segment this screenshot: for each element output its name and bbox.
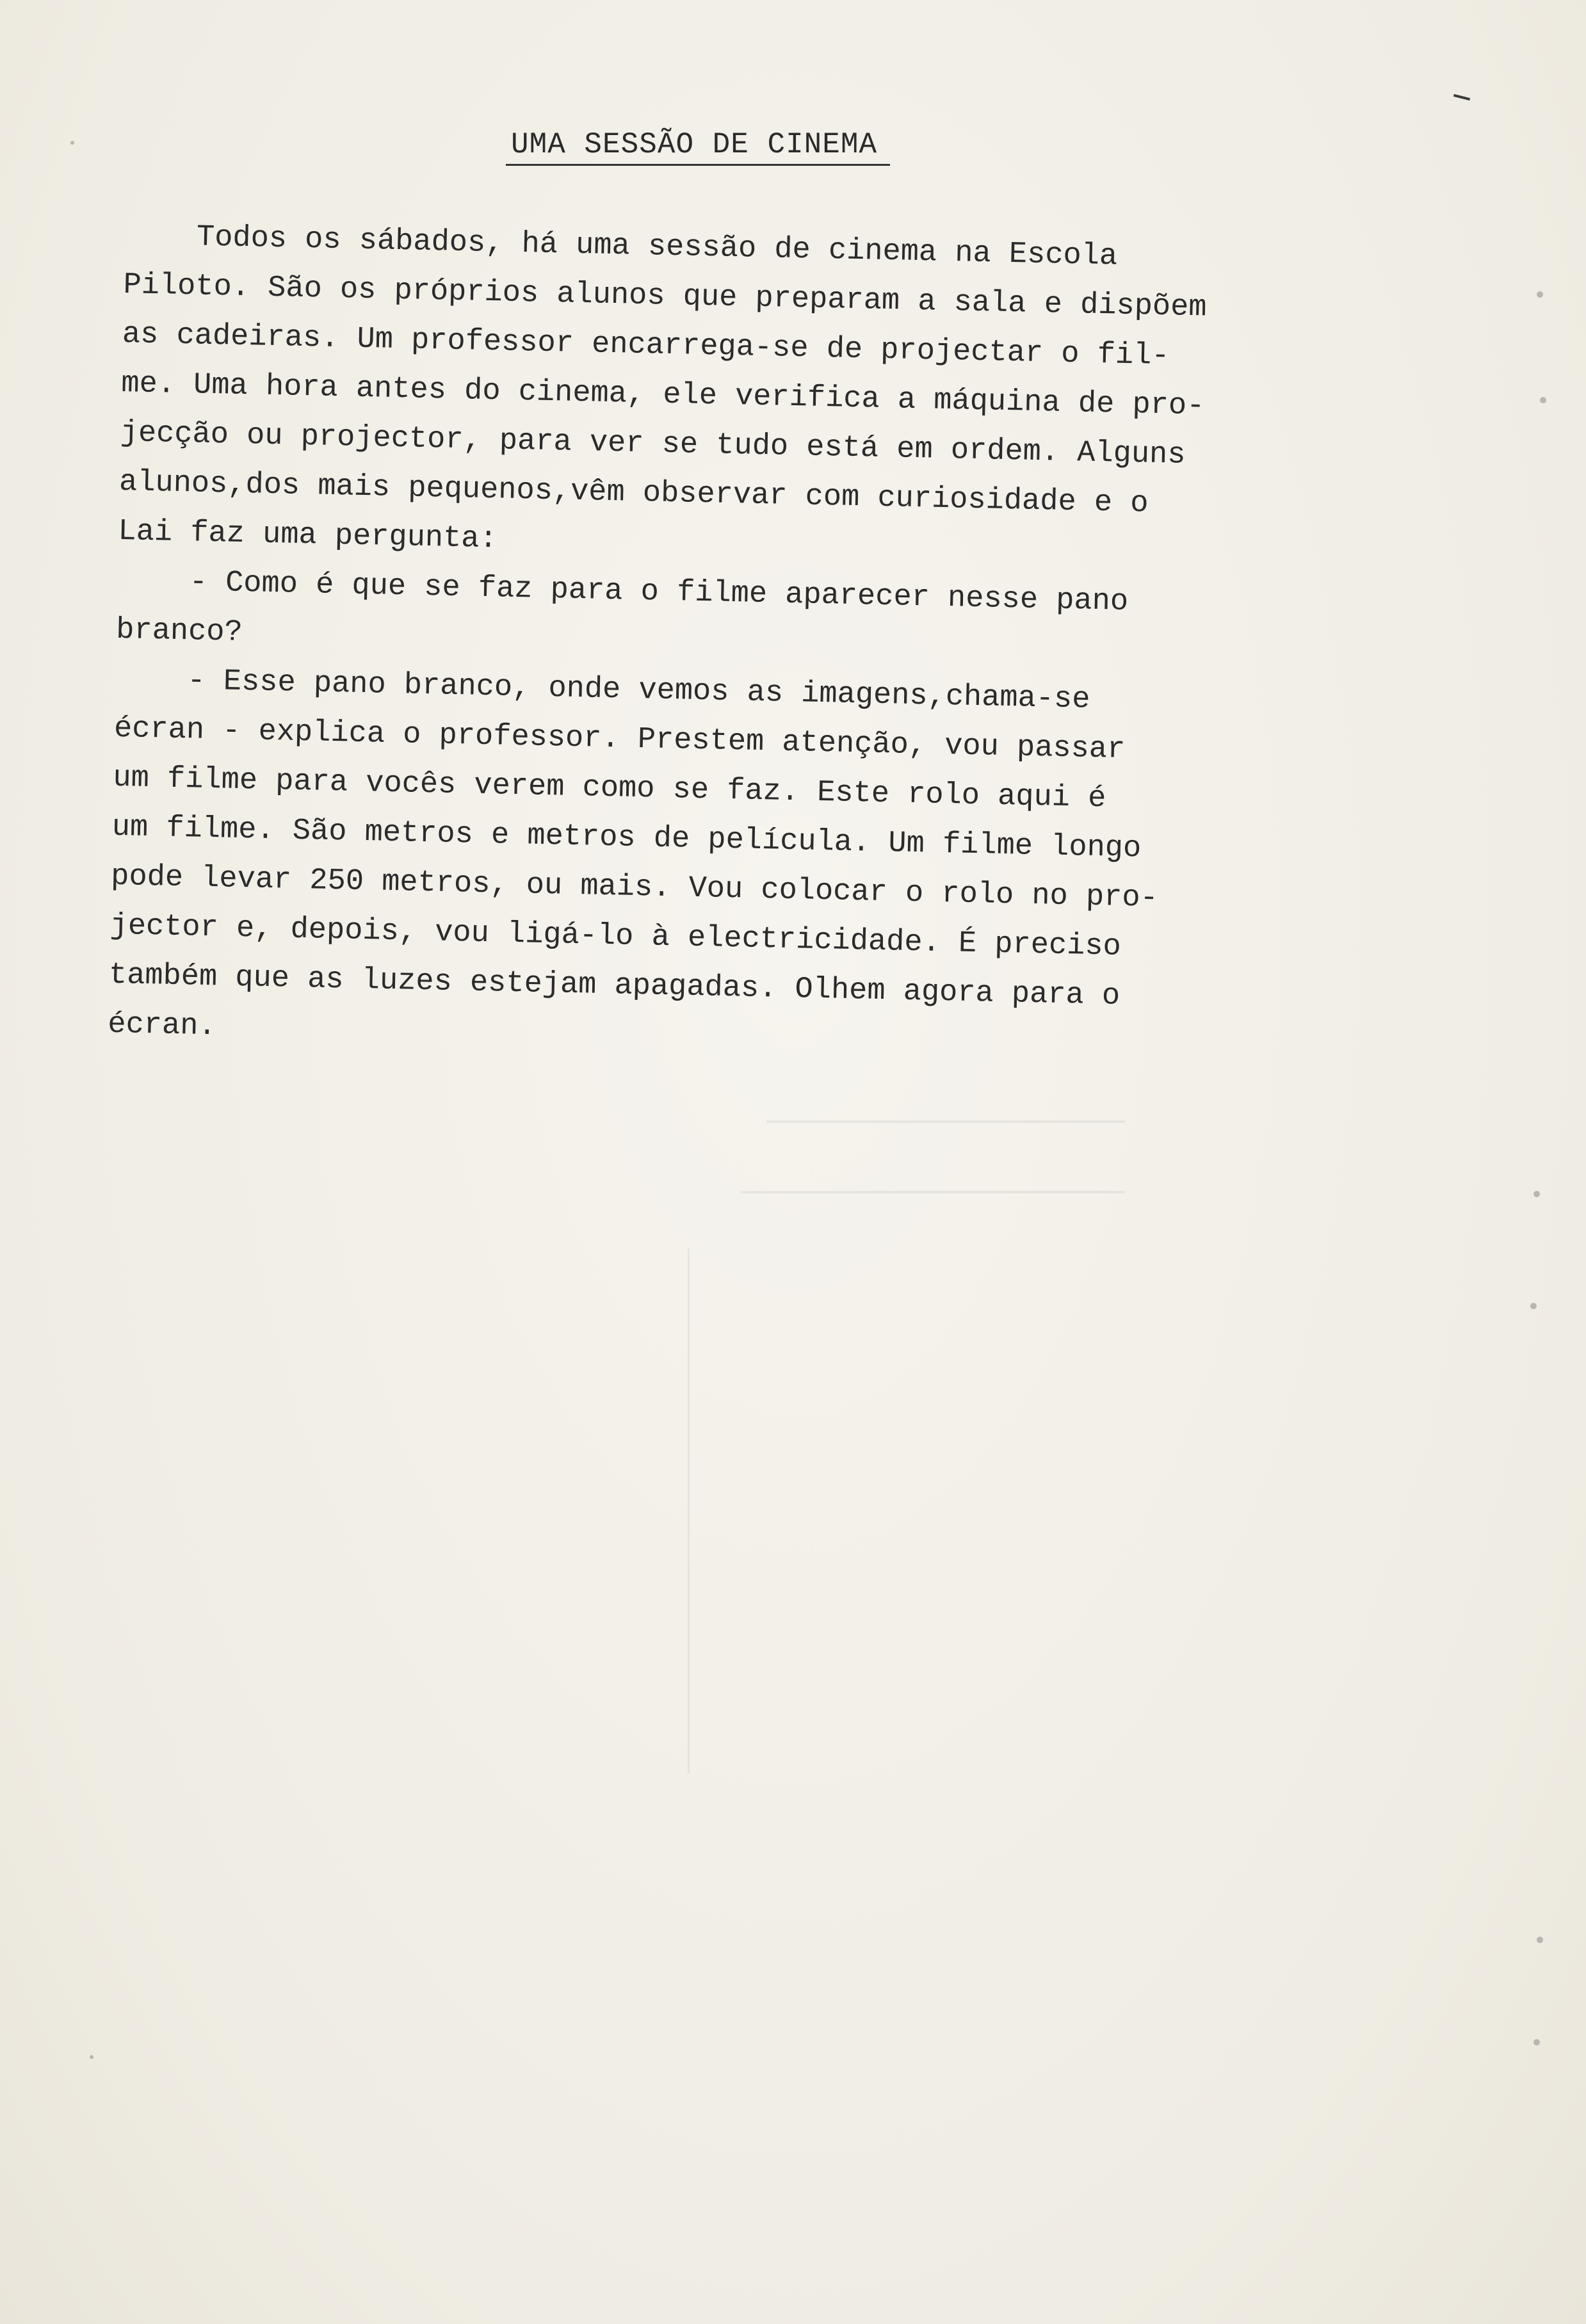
text-line: alunos,dos mais pequenos,vêm observar com curiosidade e o [118,465,1149,521]
text-line: écran. [107,1007,217,1044]
text-line: um filme para vocês verem como se faz. Este rolo aqui é [112,761,1106,816]
hole-punch-mark [1537,1937,1543,1943]
hole-punch-mark [1533,1191,1540,1197]
hole-punch-mark [1537,291,1543,298]
text-line: pode levar 250 metros, ou mais. Vou colocar o rolo no pro- [110,859,1159,916]
text-line: - Como é que se faz para o filme aparecer nesse pano [117,563,1129,619]
document-title: UMA SESSÃO DE CINEMA [506,128,890,166]
hole-punch-mark [1540,397,1546,403]
text-line: Piloto. São os próprios alunos que preparam a sala e dispõem [123,268,1208,325]
text-line: jecção ou projector, para ver se tudo está em ordem. Alguns [120,416,1186,472]
stray-dot [90,2055,93,2059]
hole-punch-mark [1530,1303,1537,1309]
text-line: branco? [115,613,243,650]
text-line: um filme. São metros e metros de película. Um filme longo [111,810,1142,866]
text-line: Todos os sábados, há uma sessão de cinema na Escola [124,218,1118,274]
text-line: me. Uma hora antes do cinema, ele verifica a máquina de pro- [120,366,1205,424]
text-line: jector e, depois, vou ligá-lo à electricidade. É preciso [109,908,1122,964]
text-line: - Esse pano branco, onde vemos as imagens,chama-se [115,662,1090,717]
text-line: écran - explica o professor. Prestem atenção, vou passar [113,711,1126,767]
typed-body-text [108,211,1329,1074]
text-line: as cadeiras. Um professor encarrega-se de projectar o fil- [122,317,1170,374]
stray-dot [70,141,74,145]
text-line: também que as luzes estejam apagadas. Olhem agora para o [108,958,1121,1013]
hole-punch-mark [1533,2039,1540,2046]
text-line: Lai faz uma pergunta: [117,514,498,557]
